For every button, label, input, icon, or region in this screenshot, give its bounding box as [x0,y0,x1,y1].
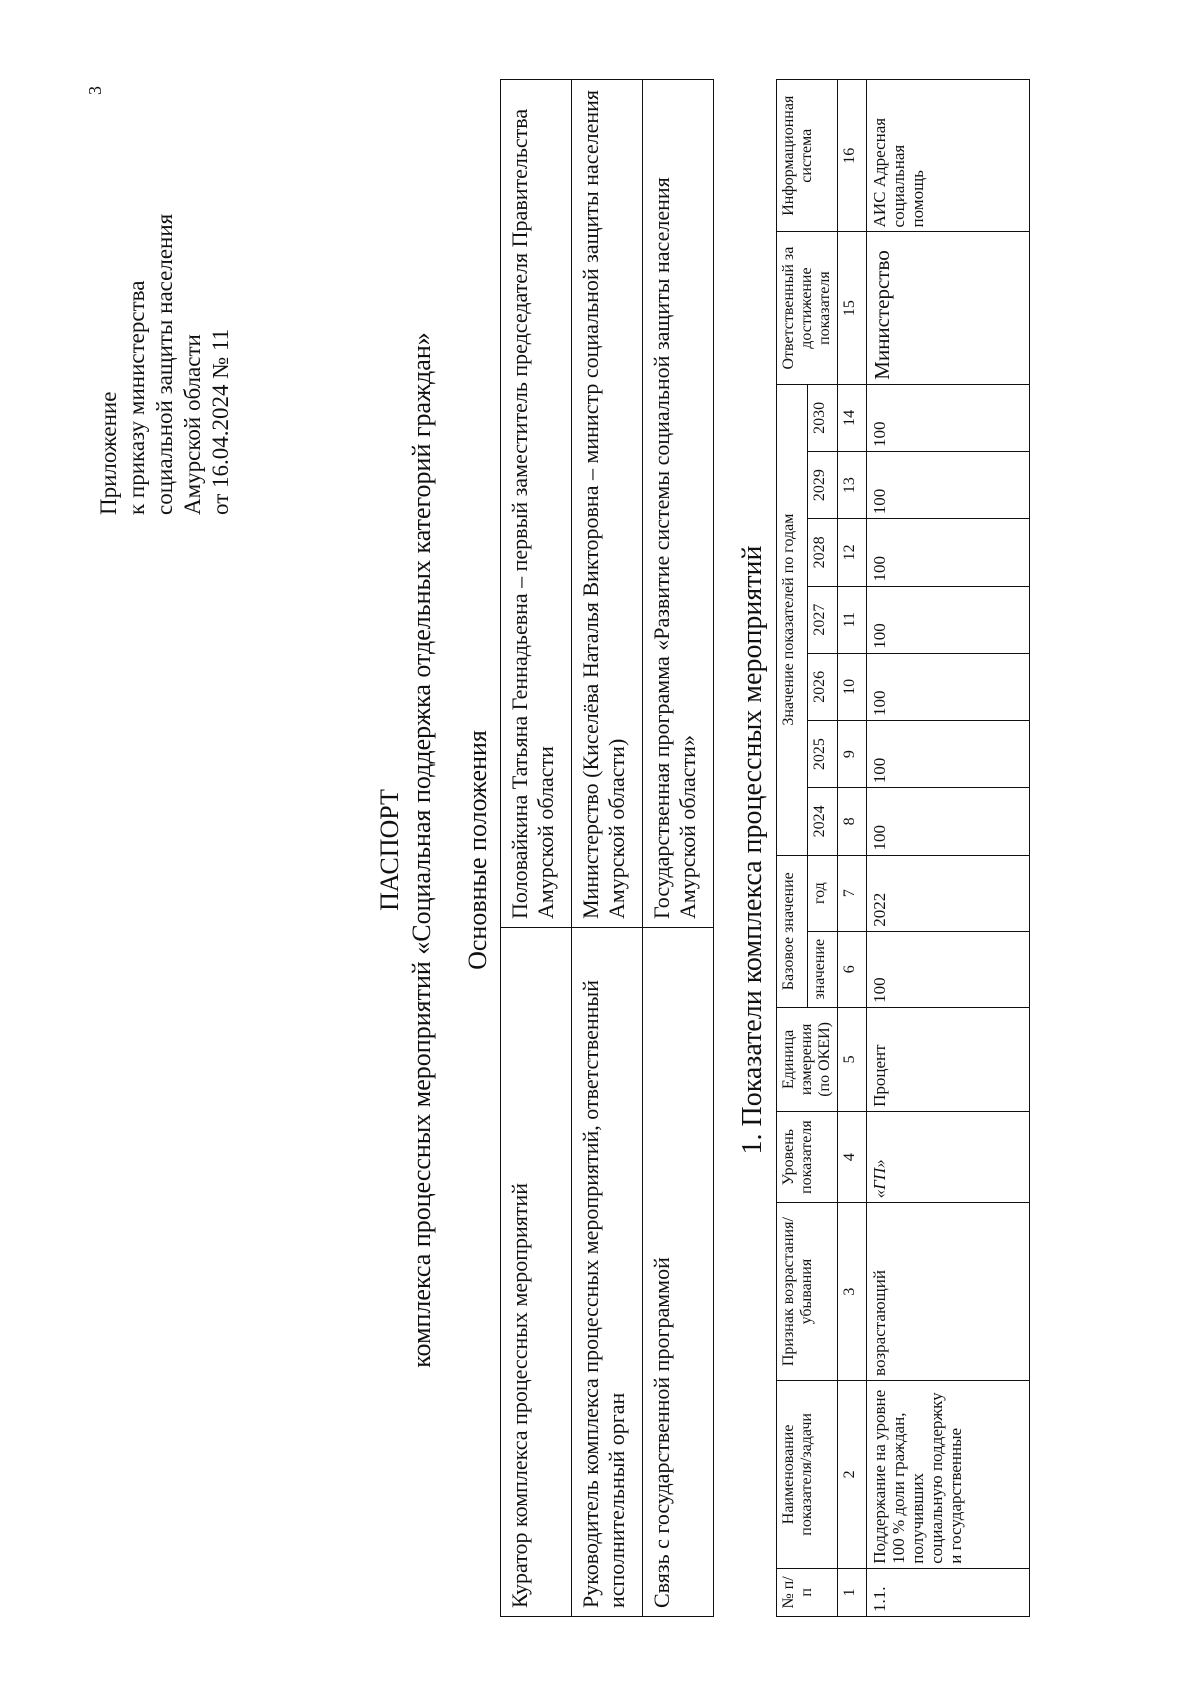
row-label: Связь с государственной программой [643,928,714,1617]
appendix-note [95,45,235,515]
row-value: Министерство (Киселёва Наталья Викторовна – министр социальной защиты населения Амурской области) [572,80,643,928]
cell-year-value: 100 [867,721,1030,788]
appendix-line: Приложение [96,391,121,515]
column-number: 2 [838,1380,867,1568]
basic-provisions-heading: Основные положения [463,730,492,970]
cell-year-value: 100 [867,519,1030,586]
cell-year-value: 100 [867,788,1030,855]
row-label: Руководитель комплекса процессных мероприятий, ответственный исполнительный орган [572,928,643,1617]
cell-year-value: 100 [867,653,1030,720]
header-info-system: Информационная система [777,80,838,232]
appendix-line: Амурской области [180,334,205,515]
basic-provisions-table [500,79,714,1617]
indicators-table [776,79,1030,1617]
page-number: 3 [85,86,105,95]
header-num: № п/п [777,1568,838,1616]
column-number: 5 [838,1007,867,1111]
cell-base-value: 100 [867,931,1030,1007]
column-number: 3 [838,1203,867,1381]
table-row [643,80,714,1617]
header-year: 2029 [807,452,838,519]
section-heading: 1. Показатели комплекса процессных мероприятий [737,545,768,1155]
cell-level: «ГП» [867,1111,1030,1202]
column-number-row [838,80,867,1617]
column-number: 12 [838,519,867,586]
table-row [501,80,572,1617]
appendix-line: от 16.04.2024 № 11 [208,328,233,515]
column-number: 6 [838,931,867,1007]
cell-base-year: 2022 [867,855,1030,931]
header-year: 2024 [807,788,838,855]
header-base-value: значение [807,931,838,1007]
cell-info-system: АИС Адресная социальная помощь [867,80,1030,232]
column-number: 9 [838,721,867,788]
header-year: 2027 [807,586,838,653]
header-name: Наименование показателя/задачи [777,1380,838,1568]
document-subtitle: комплекса процессных мероприятий «Социальная поддержка отдельных категорий граждан» [407,332,436,1368]
row-value: Половайкина Татьяна Геннадьевна – первый заместитель председателя Правительства Амурской области [501,80,572,928]
column-number: 7 [838,855,867,931]
header-values-by-year: Значение показателей по годам [777,384,808,855]
header-year: 2028 [807,519,838,586]
appendix-line: к приказу министерства [124,280,149,515]
document-title: ПАСПОРТ [375,789,404,911]
table-row [867,80,1030,1617]
column-number: 4 [838,1111,867,1202]
cell-responsible: Министерство [867,232,1030,384]
table-row [572,80,643,1617]
column-number: 8 [838,788,867,855]
cell-name: Поддержание на уровне 100 % доли граждан, получивших социальную поддержку и государственные [867,1380,1030,1568]
table-header-row [777,80,808,1617]
cell-year-value: 100 [867,384,1030,451]
column-number: 16 [838,80,867,232]
column-number: 15 [838,232,867,384]
row-value: Государственная программа «Развитие системы социальной защиты населения Амурской области» [643,80,714,928]
header-base-year: год [807,855,838,931]
row-label: Куратор комплекса процессных мероприятий [501,928,572,1617]
column-number: 13 [838,452,867,519]
header-level: Уровень показателя [777,1111,838,1202]
cell-num: 1.1. [867,1568,1030,1616]
column-number: 1 [838,1568,867,1616]
header-year: 2030 [807,384,838,451]
header-year: 2025 [807,721,838,788]
cell-sign: возрастающий [867,1203,1030,1381]
appendix-line: социальной защиты населения [152,213,177,515]
cell-year-value: 100 [867,586,1030,653]
header-year: 2026 [807,653,838,720]
header-base: Базовое значение [777,855,808,1007]
column-number: 11 [838,586,867,653]
header-responsible: Ответственный за достижение показателя [777,232,838,384]
header-unit: Единица измерения (по ОКЕИ) [777,1007,838,1111]
column-number: 10 [838,653,867,720]
column-number: 14 [838,384,867,451]
cell-year-value: 100 [867,452,1030,519]
cell-unit: Процент [867,1007,1030,1111]
header-sign: Признак возрастания/убывания [777,1203,838,1381]
